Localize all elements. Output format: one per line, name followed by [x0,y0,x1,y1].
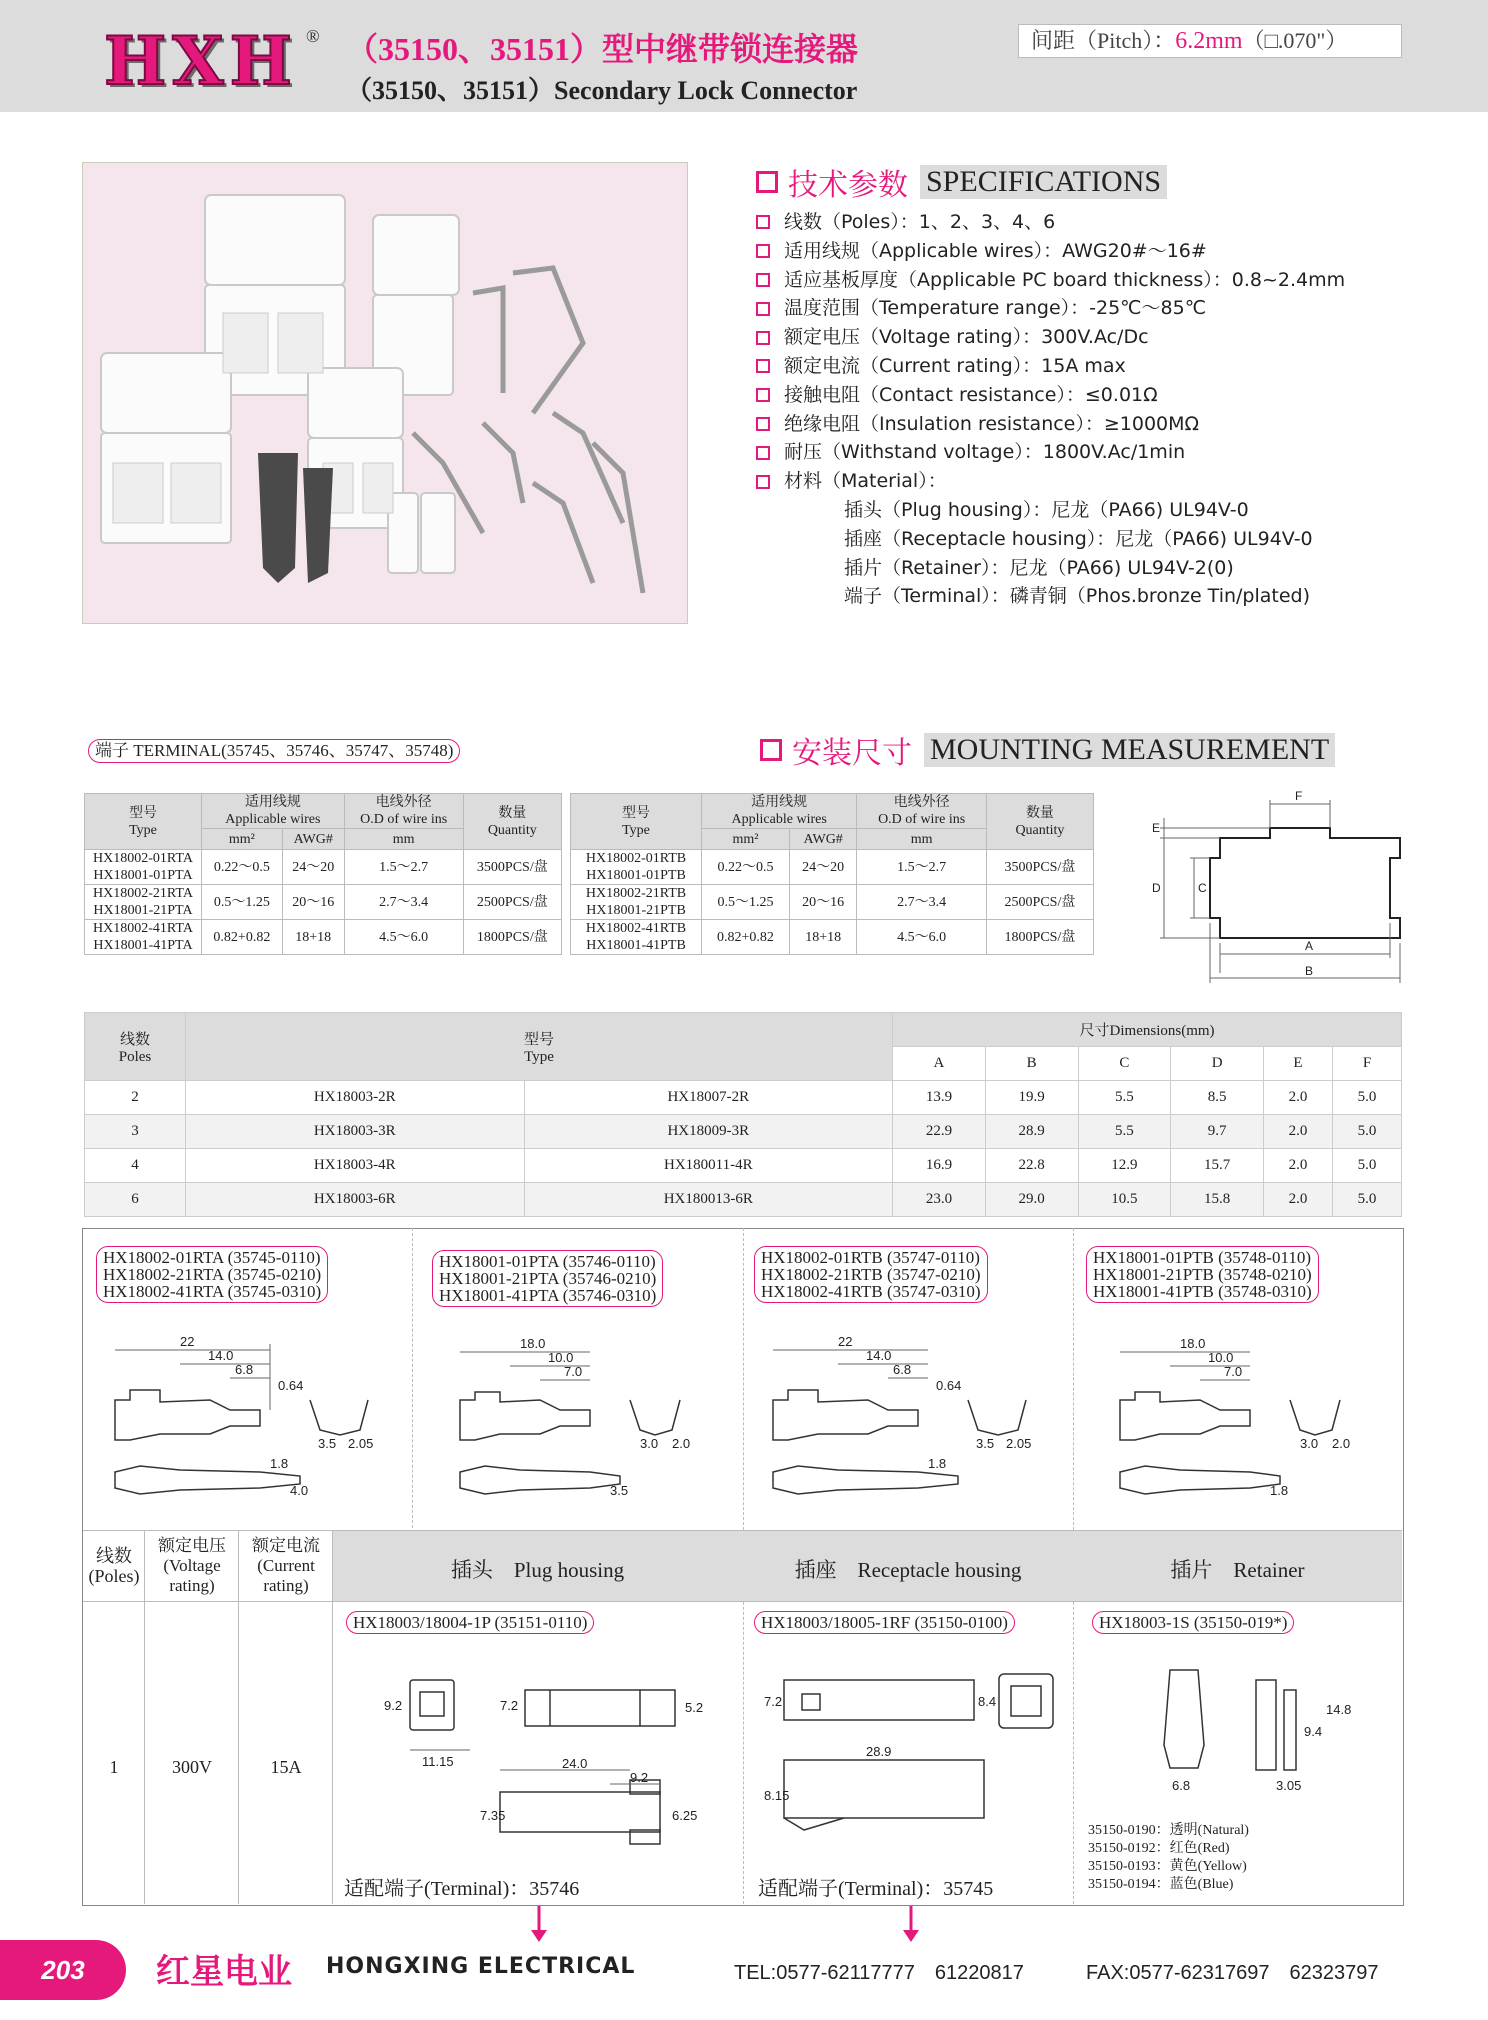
spec-item: 接触电阻（Contact resistance）：≤0.01Ω [756,381,1345,410]
spec-item: 适用线规（Applicable wires）：AWG20#～16# [756,237,1345,266]
bullet-icon [756,417,770,431]
svg-text:1.8: 1.8 [1270,1483,1289,1498]
svg-text:10.0: 10.0 [1208,1350,1234,1365]
svg-text:8.15: 8.15 [764,1788,790,1803]
terminal-drawing-label: HX18002-01RTB (35747-0110) HX18002-21RTB (35747-0210) HX18002-41RTB (35747-0310) [754,1246,988,1303]
svg-text:28.9: 28.9 [866,1744,892,1759]
terminal-drawing-label: HX18001-01PTB (35748-0110) HX18001-21PTB (35748-0210) HX18001-41PTB (35748-0310) [1086,1246,1319,1303]
table-row: HX18002-41RTA HX18001-41PTA 0.82+0.82 18+18 4.5～6.0 1800PCS/盘 [85,920,562,955]
spec-item: 额定电流（Current rating）：15A max [756,352,1345,381]
svg-text:0.64: 0.64 [278,1378,304,1393]
svg-text:6.8: 6.8 [893,1362,912,1377]
bullet-icon [756,359,770,373]
terminal-table-right: 型号 Type 适用线规 Applicable wires 电线外径 O.D of wire ins 数量 Quantity mm² AWG# mm HX18002-01RTB HX18001-01PTB 0.22～0.5 24～20 1.5～2.7 3500PCS/盘 HX18002-21RTB HX18001-21PTB 0.5～1.25 20～16 2.7～3.4 2500PCS/盘 HX18002-41RTB HX18001-41PTB 0.82+0.82 18+18 4.5～6.0 1800PCS/盘 [570,793,1094,955]
spec-item: 温度范围（Temperature range）：-25℃～85℃ [756,294,1345,323]
voltage-value: 300V [172,1757,212,1777]
bullet-icon [756,331,770,345]
table-row: 6 HX18003-6R HX180013-6R 23.0 29.0 10.5 15.8 2.0 5.0 [85,1183,1402,1217]
terminal-table-left: 型号 Type 适用线规 Applicable wires 电线外径 O.D of wire ins 数量 Quantity mm² AWG# mm HX18002-01RTA HX18001-01PTA 0.22～0.5 24～20 1.5～2.7 3500PCS/盘 HX18002-21RTA HX18001-21PTA 0.5～1.25 20～16 2.7～3.4 2500PCS/盘 HX18002-41RTA HX18001-41PTA 0.82+0.82 18+18 4.5～6.0 1800PCS/盘 [84,793,562,955]
svg-text:7.35: 7.35 [480,1808,506,1823]
page-number: 203 [0,1940,126,2000]
svg-text:14.8: 14.8 [1326,1702,1352,1717]
retainer-drawing [1086,1650,1396,1830]
svg-text:9.4: 9.4 [1304,1724,1323,1739]
bullet-icon [756,446,770,460]
material-item: 端子（Terminal）：磷青铜（Phos.bronze Tin/plated) [844,585,1311,608]
table-row: HX18002-01RTA HX18001-01PTA 0.22～0.5 24～20 1.5～2.7 3500PCS/盘 [85,850,562,885]
table-row: 2 HX18003-2R HX18007-2R 13.9 19.9 5.5 8.5 2.0 5.0 [85,1081,1402,1115]
footer-fax: FAX:0577-62317697 62323797 [1086,1962,1379,1984]
col-header-receptacle: 插座 Receptacle housing [794,1558,1022,1582]
col-header-plug: 插头 Plug housing [450,1558,625,1582]
arrow-down-icon [896,1906,926,1946]
svg-text:1.8: 1.8 [270,1456,289,1471]
svg-text:8.4: 8.4 [978,1694,997,1709]
spec-item: 耐压（Withstand voltage）：1800V.Ac/1min [756,438,1345,467]
svg-text:4.0: 4.0 [290,1483,309,1498]
dimensions-table: 线数 Poles 型号 Type 尺寸Dimensions(mm) A B C D E F 2 HX18003-2R HX18007-2R 13.9 19.9 5.5 8.5 2.0 5.0 3 HX18003-3R HX18009-3R 22.9 28.9 5.5 9.7 2.0 5.0 4 HX18003-4R HX180011-4R 16.9 22.8 12.9 15.7 2.0 5.0 6 HX18003-6R HX180013-6R 23.0 29.0 10.5 15.8 2.0 5.0 [84,1012,1402,1217]
svg-text:2.0: 2.0 [1332,1436,1351,1451]
company-name-cn: 红星电业 [156,1952,292,1992]
company-name-en: HONGXING ELECTRICAL [326,1954,636,1979]
specs-heading [756,160,1167,204]
mounting-diagram [1140,788,1410,988]
table-row: HX18002-21RTA HX18001-21PTA 0.5～1.25 20～16 2.7～3.4 2500PCS/盘 [85,885,562,920]
bullet-icon [756,273,770,287]
bullet-icon [756,388,770,402]
arrow-down-icon [524,1906,554,1946]
col-header-retainer: 插片 Retainer [1170,1558,1305,1582]
plug-housing-drawing [340,1650,740,1850]
svg-text:3.5: 3.5 [976,1436,995,1451]
col-header-current: 额定电流 (Current rating) [252,1536,320,1595]
divider [83,1601,1402,1602]
svg-text:B: B [1305,964,1314,978]
svg-text:9.2: 9.2 [630,1770,649,1785]
svg-text:7.0: 7.0 [564,1364,583,1379]
svg-text:3.5: 3.5 [318,1436,337,1451]
svg-text:7.2: 7.2 [764,1694,783,1709]
table-row: 4 HX18003-4R HX180011-4R 16.9 22.8 12.9 15.7 2.0 5.0 [85,1149,1402,1183]
bullet-icon [756,244,770,258]
svg-text:6.8: 6.8 [1172,1778,1191,1793]
col-header-poles: 线数 (Poles) [88,1546,140,1586]
svg-text:3.05: 3.05 [1276,1778,1302,1793]
table-row: HX18002-41RTB HX18001-41PTB 0.82+0.82 18+18 4.5～6.0 1800PCS/盘 [571,920,1094,955]
svg-text:F: F [1295,789,1303,803]
terminal-label: 端子 TERMINAL(35745、35746、35747、35748) [88,739,460,763]
product-photo-illustration [83,163,687,623]
spec-item: 材料（Material）： [756,467,1345,496]
divider [332,1530,333,1904]
terminal-drawing-label: HX18002-01RTA (35745-0110) HX18002-21RTA (35745-0210) HX18002-41RTA (35745-0310) [96,1246,328,1303]
pitch-box [1018,24,1402,58]
spec-list [756,208,1345,611]
svg-text:3.0: 3.0 [640,1436,659,1451]
receptacle-housing-label: HX18003/18005-1RF (35150-0100) [754,1611,1015,1634]
svg-text:18.0: 18.0 [520,1336,546,1351]
svg-text:18.0: 18.0 [1180,1336,1206,1351]
svg-text:14.0: 14.0 [208,1348,234,1363]
svg-text:2.05: 2.05 [348,1436,374,1451]
bullet-icon [756,215,770,229]
svg-text:2.0: 2.0 [672,1436,691,1451]
terminal-drawing-1 [100,1330,400,1510]
terminal-drawing-3 [758,1330,1058,1510]
pitch-value: 6.2mm [1175,28,1243,54]
svg-text:10.0: 10.0 [548,1350,574,1365]
mounting-heading-en: MOUNTING MEASUREMENT [924,733,1335,767]
svg-text:A: A [1305,939,1314,953]
poles-value: 1 [109,1757,119,1777]
material-item: 插片（Retainer）：尼龙（PA66) UL94V-2(0) [844,556,1234,579]
divider [412,1228,414,1528]
bullet-icon [756,475,770,489]
spec-item: 适应基板厚度（Applicable PC board thickness）：0.8~2.4mm [756,266,1345,295]
table-row: HX18002-01RTB HX18001-01PTB 0.22～0.5 24～20 1.5～2.7 3500PCS/盘 [571,850,1094,885]
svg-text:3.5: 3.5 [610,1483,629,1498]
svg-text:6.8: 6.8 [235,1362,254,1377]
svg-text:1.8: 1.8 [928,1456,947,1471]
svg-text:7.0: 7.0 [1224,1364,1243,1379]
material-item: 插头（Plug housing）：尼龙（PA66) UL94V-0 [844,498,1249,521]
svg-text:5.2: 5.2 [685,1700,704,1715]
pitch-inch: （□.070"） [1242,28,1348,53]
terminal-drawing-2 [440,1330,730,1510]
title-chinese: （35150、35151）型中继带锁连接器 [346,31,859,67]
svg-text:0.64: 0.64 [936,1378,962,1393]
divider [238,1530,239,1904]
svg-text:2.05: 2.05 [1006,1436,1032,1451]
bullet-icon [756,302,770,316]
divider [144,1530,145,1904]
svg-text:6.25: 6.25 [672,1808,698,1823]
svg-text:9.2: 9.2 [384,1698,403,1713]
pitch-label: 间距（Pitch）： [1031,28,1176,53]
footer-tel: TEL:0577-62117777 61220817 [734,1962,1024,1984]
square-bullet-icon [756,171,778,193]
receptacle-terminal-note: 适配端子(Terminal)：35745 [758,1878,994,1900]
spec-item: 绝缘电阻（Insulation resistance）：≥1000MΩ [756,410,1345,439]
receptacle-housing-drawing [754,1650,1074,1850]
table-row: 3 HX18003-3R HX18009-3R 22.9 28.9 5.5 9.7 2.0 5.0 [85,1115,1402,1149]
svg-text:24.0: 24.0 [562,1756,588,1771]
col-header-voltage: 额定电压 (Voltage rating) [158,1536,226,1595]
specs-heading-en: SPECIFICATIONS [920,165,1167,199]
terminal-drawing-label: HX18001-01PTA (35746-0110) HX18001-21PTA (35746-0210) HX18001-41PTA (35746-0310) [432,1250,663,1307]
mounting-heading-cn: 安装尺寸 [792,736,912,771]
svg-text:C: C [1198,881,1207,895]
terminal-drawing-4 [1100,1330,1390,1510]
svg-text:D: D [1152,881,1161,895]
retainer-color-list: 35150-0190：透明(Natural) 35150-0192：红色(Red) 35150-0193：黄色(Yellow) 35150-0194：蓝色(Blue) [1088,1823,1249,1892]
spec-item: 额定电压（Voltage rating）：300V.Ac/Dc [756,323,1345,352]
svg-text:22: 22 [180,1334,195,1349]
table-row: HX18002-21RTB HX18001-21PTB 0.5～1.25 20～16 2.7～3.4 2500PCS/盘 [571,885,1094,920]
svg-text:E: E [1152,821,1161,835]
material-item: 插座（Receptacle housing）：尼龙（PA66) UL94V-0 [844,527,1313,550]
plug-terminal-note: 适配端子(Terminal)：35746 [344,1878,580,1900]
svg-text:14.0: 14.0 [866,1348,892,1363]
spec-item: 线数（Poles）：1、2、3、4、6 [756,208,1345,237]
svg-text:3.0: 3.0 [1300,1436,1319,1451]
specs-heading-cn: 技术参数 [788,168,908,203]
current-value: 15A [270,1757,302,1777]
brand-logo: HXH [104,22,298,100]
svg-text:11.15: 11.15 [422,1754,454,1769]
registered-mark: ® [306,26,320,46]
square-bullet-icon [760,739,782,761]
title-english: （35150、35151）Secondary Lock Connector [346,76,858,105]
svg-text:22: 22 [838,1334,853,1349]
mounting-heading [760,728,1335,772]
product-photo [82,162,688,624]
retainer-label: HX18003-1S (35150-019*) [1092,1611,1294,1634]
divider [83,1530,1402,1531]
plug-housing-label: HX18003/18004-1P (35151-0110) [346,1611,594,1634]
svg-text:7.2: 7.2 [500,1698,519,1713]
